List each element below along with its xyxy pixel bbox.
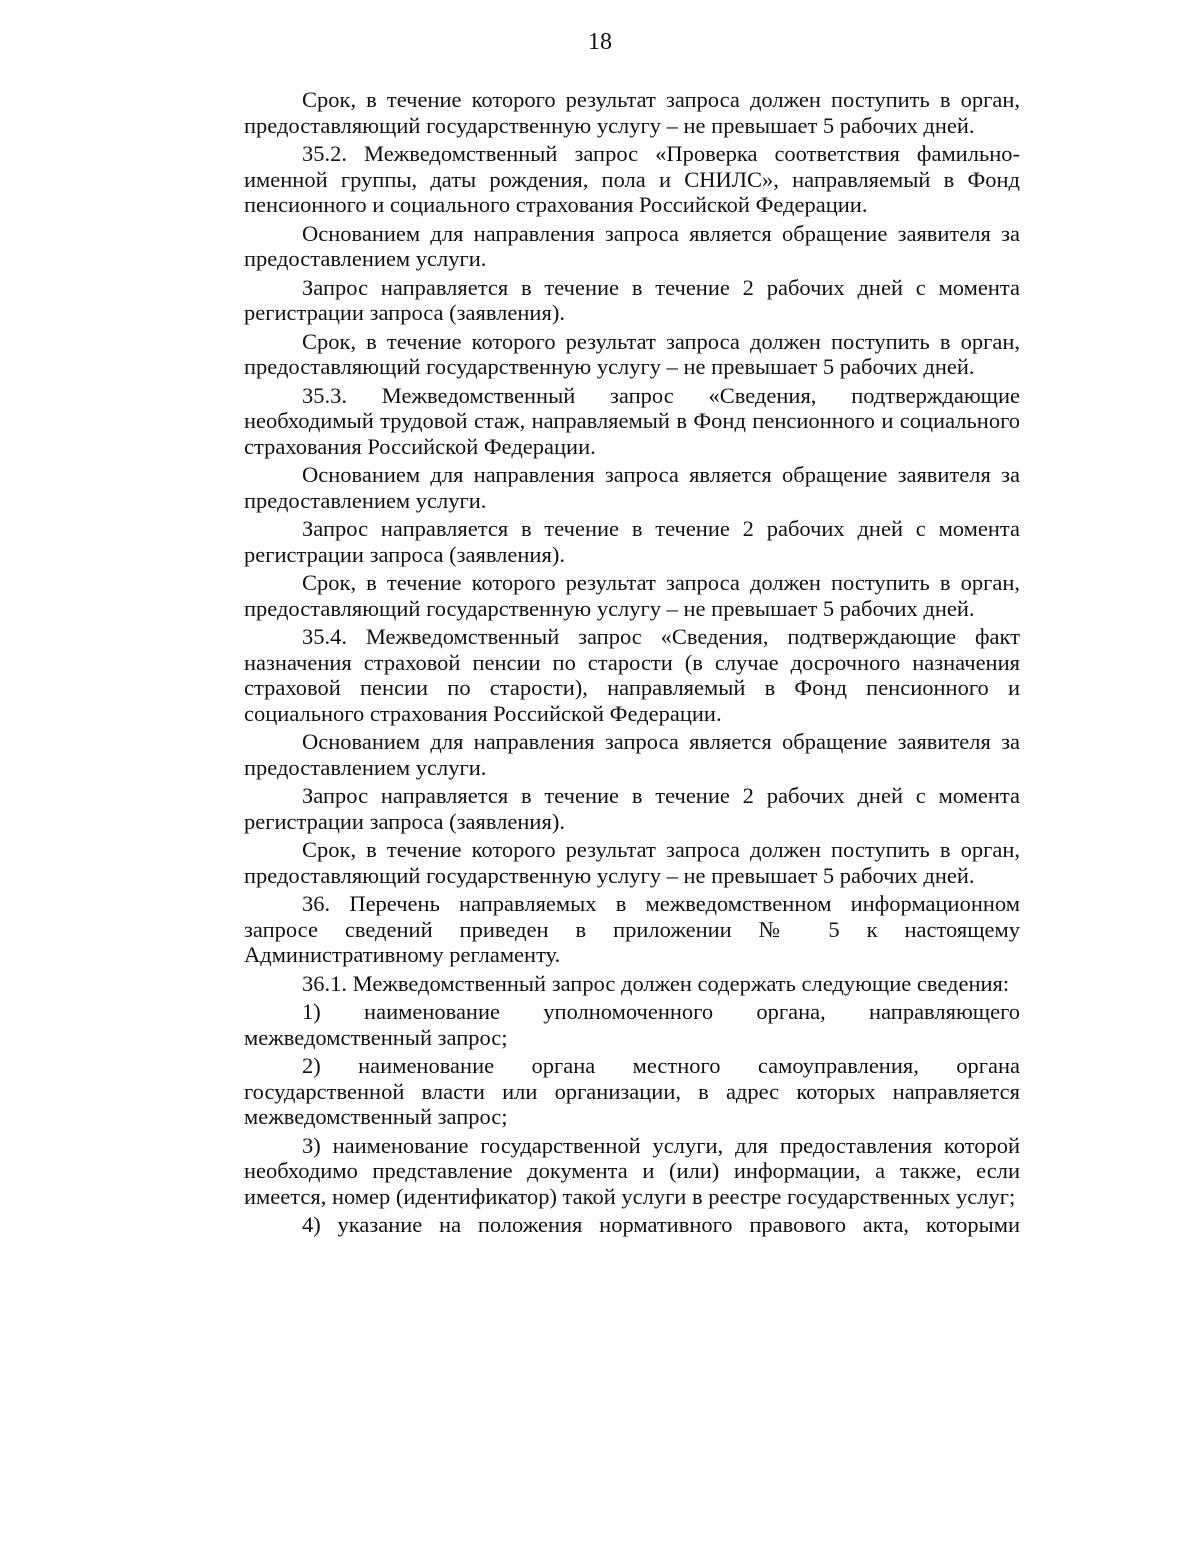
paragraph: 3) наименование государственной услуги, для предоставления которой необходимо представление документа и (или) информации, а также, если имеется, номер (идентификатор) такой услуги в реестре государственных услуг; — [244, 1132, 1020, 1209]
paragraph: Основанием для направления запроса является обращение заявителя за предоставлением услуги. — [244, 729, 1020, 780]
paragraph: Основанием для направления запроса является обращение заявителя за предоставлением услуги. — [244, 220, 1020, 271]
paragraph: 36.1. Межведомственный запрос должен содержать следующие сведения: — [302, 970, 1010, 996]
paragraph: Запрос направляется в течение в течение 2 рабочих дней с момента регистрации запроса (заявления). — [244, 274, 1020, 325]
page-number: 18 — [588, 29, 612, 55]
document-body — [244, 87, 1020, 1241]
paragraph: Запрос направляется в течение в течение 2 рабочих дней с момента регистрации запроса (заявления). — [244, 516, 1020, 567]
paragraph: Срок, в течение которого результат запроса должен поступить в орган, предоставляющий государственную услугу – не превышает 5 рабочих дней. — [244, 570, 1020, 621]
paragraph: 4) указание на положения нормативного правового акта, которыми — [302, 1212, 1020, 1237]
paragraph: 2) наименование органа местного самоуправления, органа государственной власти или организации, в адрес которых направляется межведомственный запрос; — [244, 1053, 1020, 1129]
paragraph: Срок, в течение которого результат запроса должен поступить в орган, предоставляющий государственную услугу – не превышает 5 рабочих дней. — [244, 328, 1020, 379]
paragraph: Срок, в течение которого результат запроса должен поступить в орган, предоставляющий государственную услугу – не превышает 5 рабочих дней. — [244, 837, 1020, 888]
paragraph: 35.4. Межведомственный запрос «Сведения, подтверждающие факт назначения страховой пенсии по старости (в случае досрочного назначения страховой пенсии по старости), направляемый в Фонд пенсионного и социального страхования Российской Федерации. — [244, 624, 1020, 726]
paragraph: Основанием для направления запроса является обращение заявителя за предоставлением услуги. — [244, 462, 1020, 513]
paragraph: Срок, в течение которого результат запроса должен поступить в орган, предоставляющий государственную услугу – не превышает 5 рабочих дней. — [244, 87, 1020, 138]
paragraph: 35.3. Межведомственный запрос «Сведения, подтверждающие необходимый трудовой стаж, направляемый в Фонд пенсионного и социального страхования Российской Федерации. — [244, 382, 1020, 459]
paragraph: Запрос направляется в течение в течение 2 рабочих дней с момента регистрации запроса (заявления). — [244, 783, 1020, 834]
paragraph: 1) наименование уполномоченного органа, направляющего межведомственный запрос; — [244, 999, 1020, 1050]
paragraph: 36. Перечень направляемых в межведомственном информационном запросе сведений приведен в приложении № 5 к настоящему Административному регламенту. — [244, 891, 1020, 967]
paragraph: 35.2. Межведомственный запрос «Проверка соответствия фамильно-именной группы, даты рождения, пола и СНИЛС», направляемый в Фонд пенсионного и социального страхования Российской Федерации. — [244, 141, 1020, 217]
